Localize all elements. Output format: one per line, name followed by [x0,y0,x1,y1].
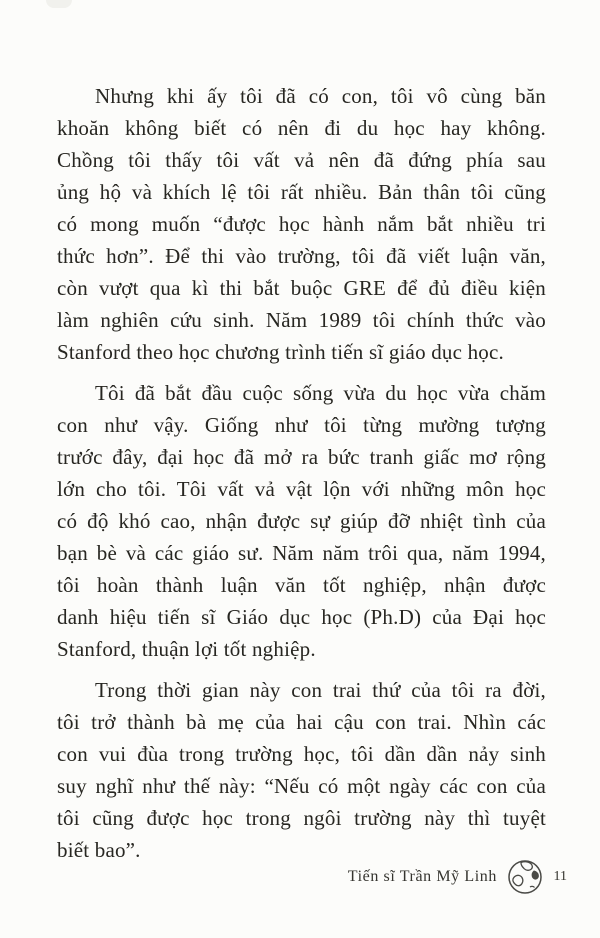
text-line: trước đây, đại học đã mở ra bức tranh giấc mơ rộng [57,445,546,469]
globe-icon [506,858,544,896]
text-line: ủng hộ và khích lệ tôi rất nhiều. Bản thân tôi cũng [57,180,546,204]
text-line: con như vậy. Giống như tôi từng mường tượng [57,413,546,437]
text-line: có mong muốn “được học hành nắm bắt nhiều tri [57,212,546,236]
text-line: Tôi đã bắt đầu cuộc sống vừa du học vừa chăm [95,381,546,405]
paragraph [57,674,546,866]
text-line: tôi cũng được học trong ngôi trường này thì tuyệt [57,806,546,830]
text-line: Trong thời gian này con trai thứ của tôi ra đời, [95,678,546,702]
text-line: có độ khó cao, nhận được sự giúp đỡ nhiệt tình của [57,509,546,533]
text-line: Nhưng khi ấy tôi đã có con, tôi vô cùng băn [95,84,546,108]
text-line: Stanford, thuận lợi tốt nghiệp. [57,637,316,661]
text-line: khoăn không biết có nên đi du học hay không. [57,116,546,140]
text-line: còn vượt qua kì thi bắt buộc GRE để đủ điều kiện [57,276,546,300]
text-line: thức hơn”. Để thi vào trường, tôi đã viết luận văn, [57,244,546,268]
text-line: tôi hoàn thành luận văn tốt nghiệp, nhận được [57,573,546,597]
footer-author: Tiến sĩ Trần Mỹ Linh [347,868,497,885]
page-body-text [57,80,546,875]
text-line: làm nghiên cứu sinh. Năm 1989 tôi chính thức vào [57,308,546,332]
paragraph [57,377,546,665]
page-footer [348,858,567,896]
text-line: danh hiệu tiến sĩ Giáo dục học (Ph.D) của Đại học [57,605,546,629]
text-line: Chồng tôi thấy tôi vất vả nên đã đứng phía sau [57,148,546,172]
text-line: suy nghĩ như thế này: “Nếu có một ngày các con của [57,774,546,798]
scan-smudge [46,0,72,8]
text-line: biết bao”. [57,838,141,862]
text-line: tôi trở thành bà mẹ của hai cậu con trai. Nhìn các [57,710,546,734]
text-line: Stanford theo học chương trình tiến sĩ giáo dục học. [57,340,504,364]
paragraph [57,80,546,368]
text-line: bạn bè và các giáo sư. Năm năm trôi qua, năm 1994, [57,541,546,565]
text-line: con vui đùa trong trường học, tôi dần dần nảy sinh [57,742,546,766]
page-number: 11 [553,869,567,884]
text-line: lớn cho tôi. Tôi vất vả vật lộn với những môn học [57,477,546,501]
